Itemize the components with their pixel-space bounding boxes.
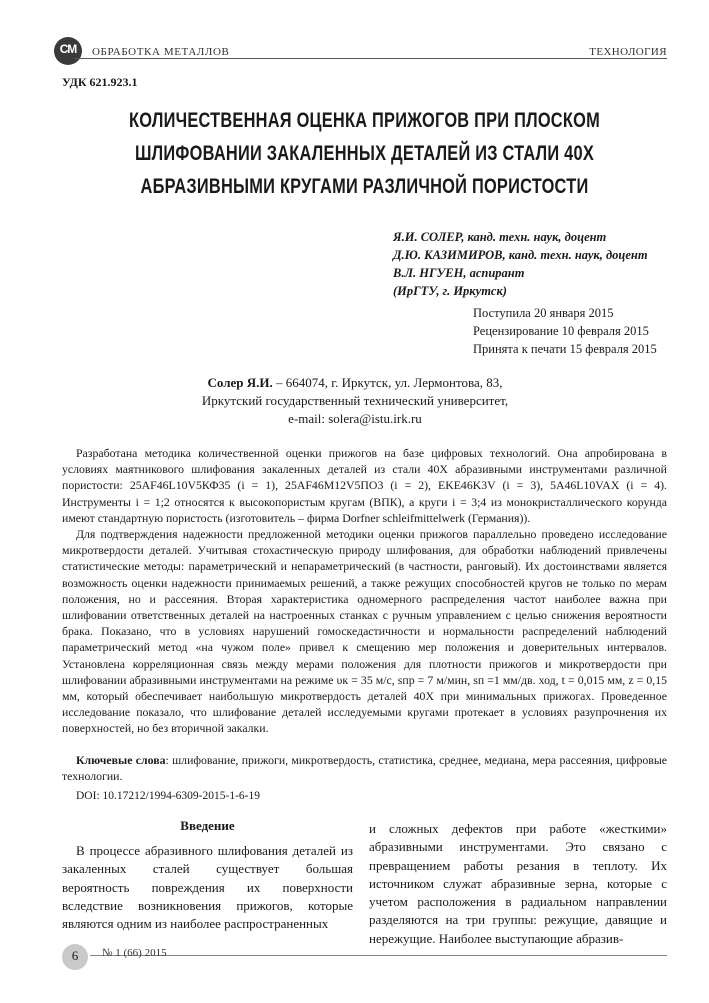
keywords <box>62 752 667 784</box>
keywords-text: : шлифование, прижоги, микротвердость, статистика, среднее, медиана, мера рассеяния, цифровые технологии. <box>62 753 667 784</box>
affiliation: (ИрГТУ, г. Иркутск) <box>393 284 507 298</box>
abstract <box>62 445 667 737</box>
abstract-paragraph: Разработана методика количественной оценки прижогов на базе цифровых технологий. Она апробирована в условиях маятникового шлифования закаленных деталей из стали 40Х абразивными инструментами различной пористости: 25AF46L10V5КФ35 (i = 1), 25AF46M12V5ПО3 (i = 2), EKE46K3V (i = 3), 5A46L10VAX (i = 4). Инструменты i = 1;2 относятся к высокопористым кругам (ВПК), а круги i = 3;4 из монокристаллического корунда имеют стандартную пористость (изготовитель – фирма Dorfner schleifmittelwerk (Германия)). <box>62 446 667 525</box>
date-accepted: Принята к печати 15 февраля 2015 <box>473 342 657 356</box>
author-list <box>393 228 648 300</box>
journal-name: ОБРАБОТКА МЕТАЛЛОВ <box>92 46 230 58</box>
section-heading: Введение <box>180 818 235 833</box>
contact-line <box>150 374 560 392</box>
article-dates <box>473 304 657 358</box>
abstract-paragraph: Для подтверждения надежности предложенной методики оценки прижогов параллельно проведено исследование микротвердости деталей. Учитывая стохастическую природу шлифования, для обработки наблюдений привлечены статистические методы: параметрический и непараметрический (в частности, ранговый). Их достоинствами является возможность оценки надежности принимаемых решений, а также режущих способностей кругов не только по мерам положения, но и рассеяния. Вторая характеристика одномерного распределения частот наиболее важна при шлифовании ответственных деталей на настроенных станках с ручным управлением с целью снижения вероятности брака. Показано, что в условиях нарушений гомоскедастичности и нормальности распределений наблюдений параметрический метод «на чужом поле» привел к смещению мер положения и доверительных интервалов. Установлена корреляционная связь между мерами положения для плотности прижогов и микротвердости при шлифовании абразивными инструментами на режиме υк = 35 м/с, sпр = 7 м/мин, sп =1 мм/дв. ход, t = 0,015 мм, z = 0,15 мм, который обеспечивает наибольшую микротвердость деталей 40Х при минимальных прижогах. Проведенное исследование показало, что шлифование деталей исследуемыми кругами протекает в условиях разупрочнения их поверхностей, но без вторичной закалки. <box>62 527 667 736</box>
running-header <box>59 38 667 62</box>
title-line: АБРАЗИВНЫМИ КРУГАМИ РАЗЛИЧНОЙ ПОРИСТОСТИ <box>140 175 589 198</box>
keywords-label: Ключевые слова <box>76 753 166 767</box>
left-column <box>62 818 353 933</box>
body-text-right: и сложных дефектов при работе «жесткими» абразивными инструментами. Это связано с превращением работы резания в теплоту. Их источником служат абразивные зерна, которые с учетом расположения в радиальном направлении разделяются на три группы: режущие, давящие и нережущие. Наиболее выступающие абразив- <box>369 821 667 946</box>
udk-code: УДК 621.923.1 <box>62 75 138 89</box>
title-line: ШЛИФОВАНИИ ЗАКАЛЕННЫХ ДЕТАЛЕЙ ИЗ СТАЛИ 40Х <box>134 142 595 165</box>
author-line: Я.И. СОЛЕР, канд. техн. наук, доцент <box>393 230 607 244</box>
title-line: КОЛИЧЕСТВЕННАЯ ОЦЕНКА ПРИЖОГОВ ПРИ ПЛОСКОМ <box>129 109 600 132</box>
contact-block <box>150 374 560 428</box>
page-number-badge <box>62 944 88 970</box>
author-line: Д.Ю. КАЗИМИРОВ, канд. техн. наук, доцент <box>393 248 648 262</box>
issue-number: № 1 (66) 2015 <box>102 947 167 959</box>
logo-text: СМ <box>59 42 77 56</box>
contact-address: – 664074, г. Иркутск, ул. Лермонтова, 83, <box>272 375 503 390</box>
date-received: Поступила 20 января 2015 <box>473 306 614 320</box>
date-reviewed: Рецензирование 10 февраля 2015 <box>473 324 649 338</box>
footer-rule <box>90 955 667 956</box>
page-number: 6 <box>71 948 79 963</box>
author-line: В.Л. НГУЕН, аспирант <box>393 266 525 280</box>
contact-institution: Иркутский государственный технический университет, <box>201 393 509 408</box>
article-title <box>129 104 601 203</box>
contact-email[interactable]: e-mail: solera@istu.irk.ru <box>288 411 422 426</box>
body-text-left: В процессе абразивного шлифования деталей из закаленных сталей существует большая вероятность повреждения их поверхности вследствие возникновения прижогов, которые являются одним из наиболее распространенных <box>62 843 353 932</box>
contact-name: Солер Я.И. <box>207 375 273 390</box>
doi[interactable]: DOI: 10.17212/1994-6309-2015-1-6-19 <box>76 790 260 802</box>
section-name: ТЕХНОЛОГИЯ <box>589 46 667 58</box>
